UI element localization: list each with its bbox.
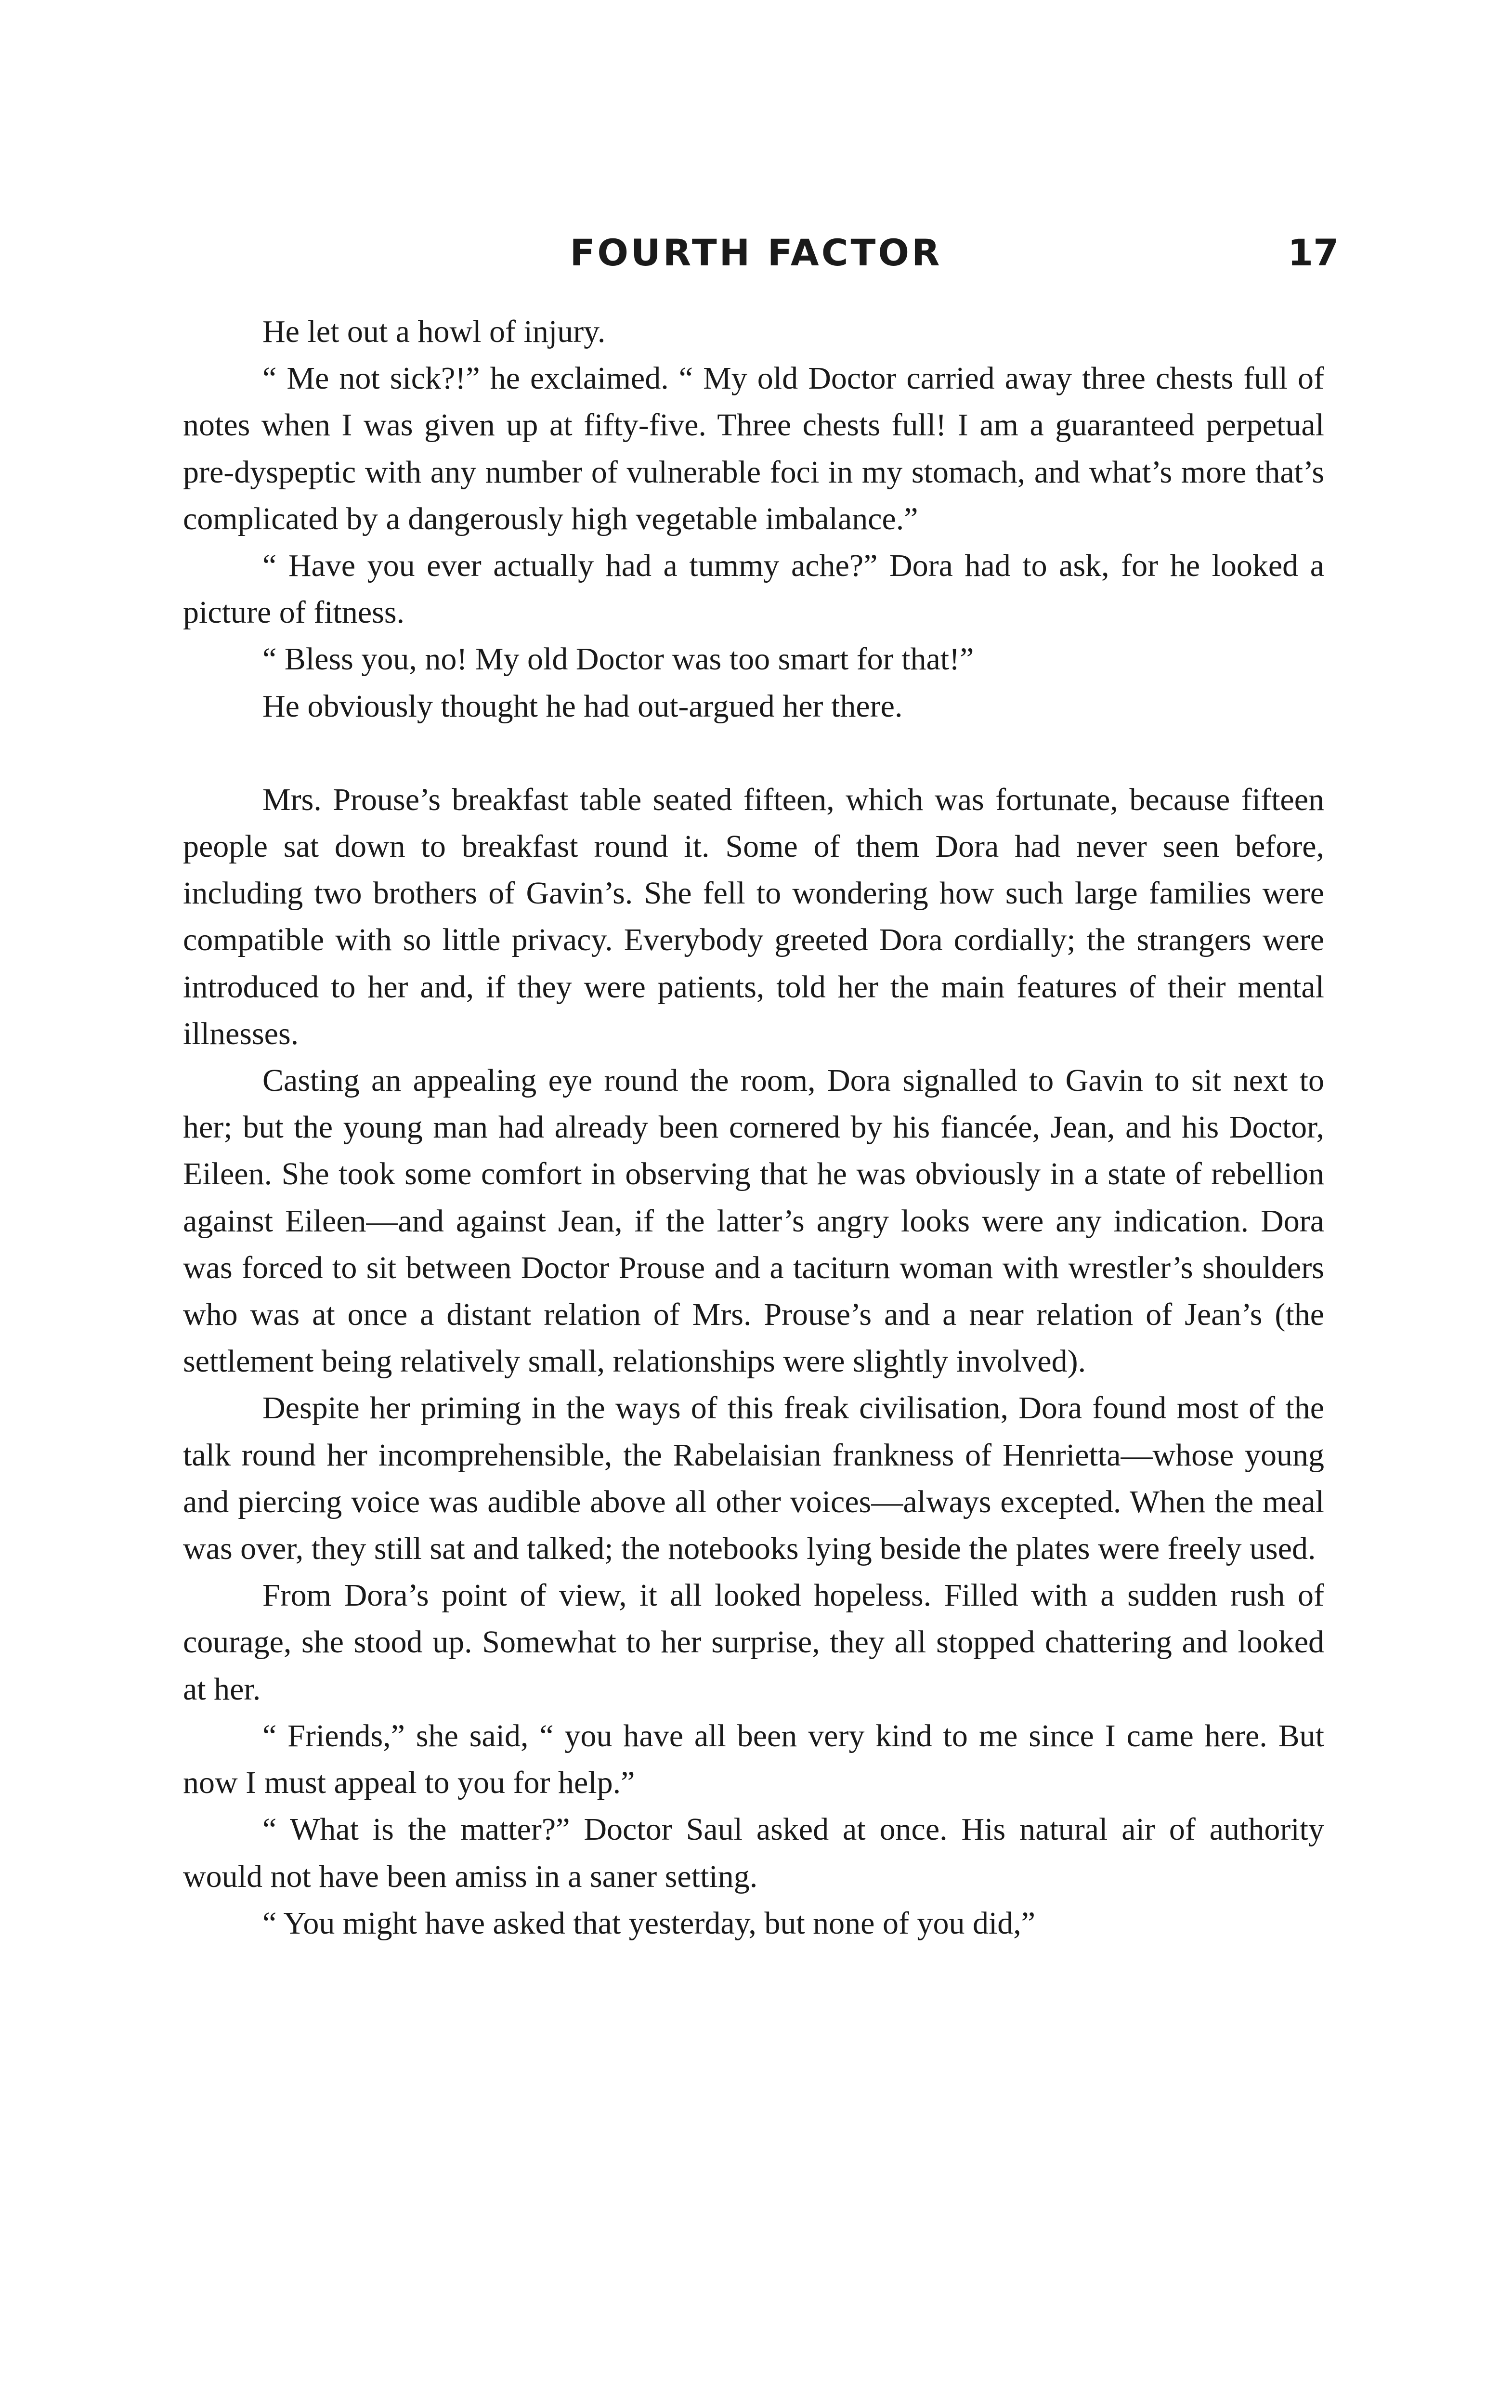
paragraph: “ Me not sick?!” he exclaimed. “ My old Doctor carried away three chests full of notes when I was given up at fifty-five. Three chests full! I am a guaranteed perpetual pre-dyspeptic with any number of vulnerable foci in my stomach, and what’s more that’s complicated by a dangerously high vegetable imbalance.” [183, 361, 1324, 537]
page-number: 17 [1288, 231, 1339, 274]
paragraph: Despite her priming in the ways of this freak civilisation, Dora found most of the talk round her incomprehensible, the Rabelaisian frankness of Henrietta—whose young and piercing voice was audible above all other voices—always excepted. When the meal was over, they still sat and talked; the notebooks lying beside the plates were freely used. [183, 1390, 1324, 1567]
page-header [0, 226, 1512, 279]
paragraph: He obviously thought he had out-argued her there. [262, 688, 903, 724]
body-text [183, 308, 1324, 1947]
paragraph: Casting an appealing eye round the room, Dora signalled to Gavin to sit next to her; but the young man had already been cornered by his fiancée, Jean, and his Doctor, Eileen. She took some comfort in observing that he was obviously in a state of rebellion against Eileen—and against Jean, if the latter’s angry looks were any indication. Dora was forced to sit between Doctor Prouse and a taciturn woman with wrestler’s shoulders who was at once a distant relation of Mrs. Prouse’s and a near relation of Jean’s (the settlement being relatively small, relationships were slightly involved). [183, 1063, 1324, 1379]
paragraph: He let out a howl of injury. [262, 314, 606, 349]
paragraph: “ Friends,” she said, “ you have all been very kind to me since I came here. But now I must appeal to you for help.” [183, 1718, 1324, 1801]
paragraph: Mrs. Prouse’s breakfast table seated fifteen, which was fortunate, because fifteen people sat down to breakfast round it. Some of them Dora had never seen before, including two brothers of Gavin’s. She fell to wondering how such large families were compatible with so little privacy. Everybody greeted Dora cordially; the strangers were introduced to her and, if they were patients, told her the main features of their mental illnesses. [183, 782, 1324, 1051]
paragraph: “ You might have asked that yesterday, but none of you did,” [262, 1905, 1036, 1941]
paragraph: “ What is the matter?” Doctor Saul asked at once. His natural air of authority would not have been amiss in a saner setting. [183, 1812, 1324, 1894]
paragraph: “ Have you ever actually had a tummy ache?” Dora had to ask, for he looked a picture of fitness. [183, 548, 1324, 630]
paragraph: “ Bless you, no! My old Doctor was too smart for that!” [262, 641, 974, 677]
running-head: FOURTH FACTOR [570, 231, 942, 274]
paragraph: From Dora’s point of view, it all looked hopeless. Filled with a sudden rush of courage, she stood up. Somewhat to her surprise, they all stopped chattering and looked at her. [183, 1578, 1324, 1707]
